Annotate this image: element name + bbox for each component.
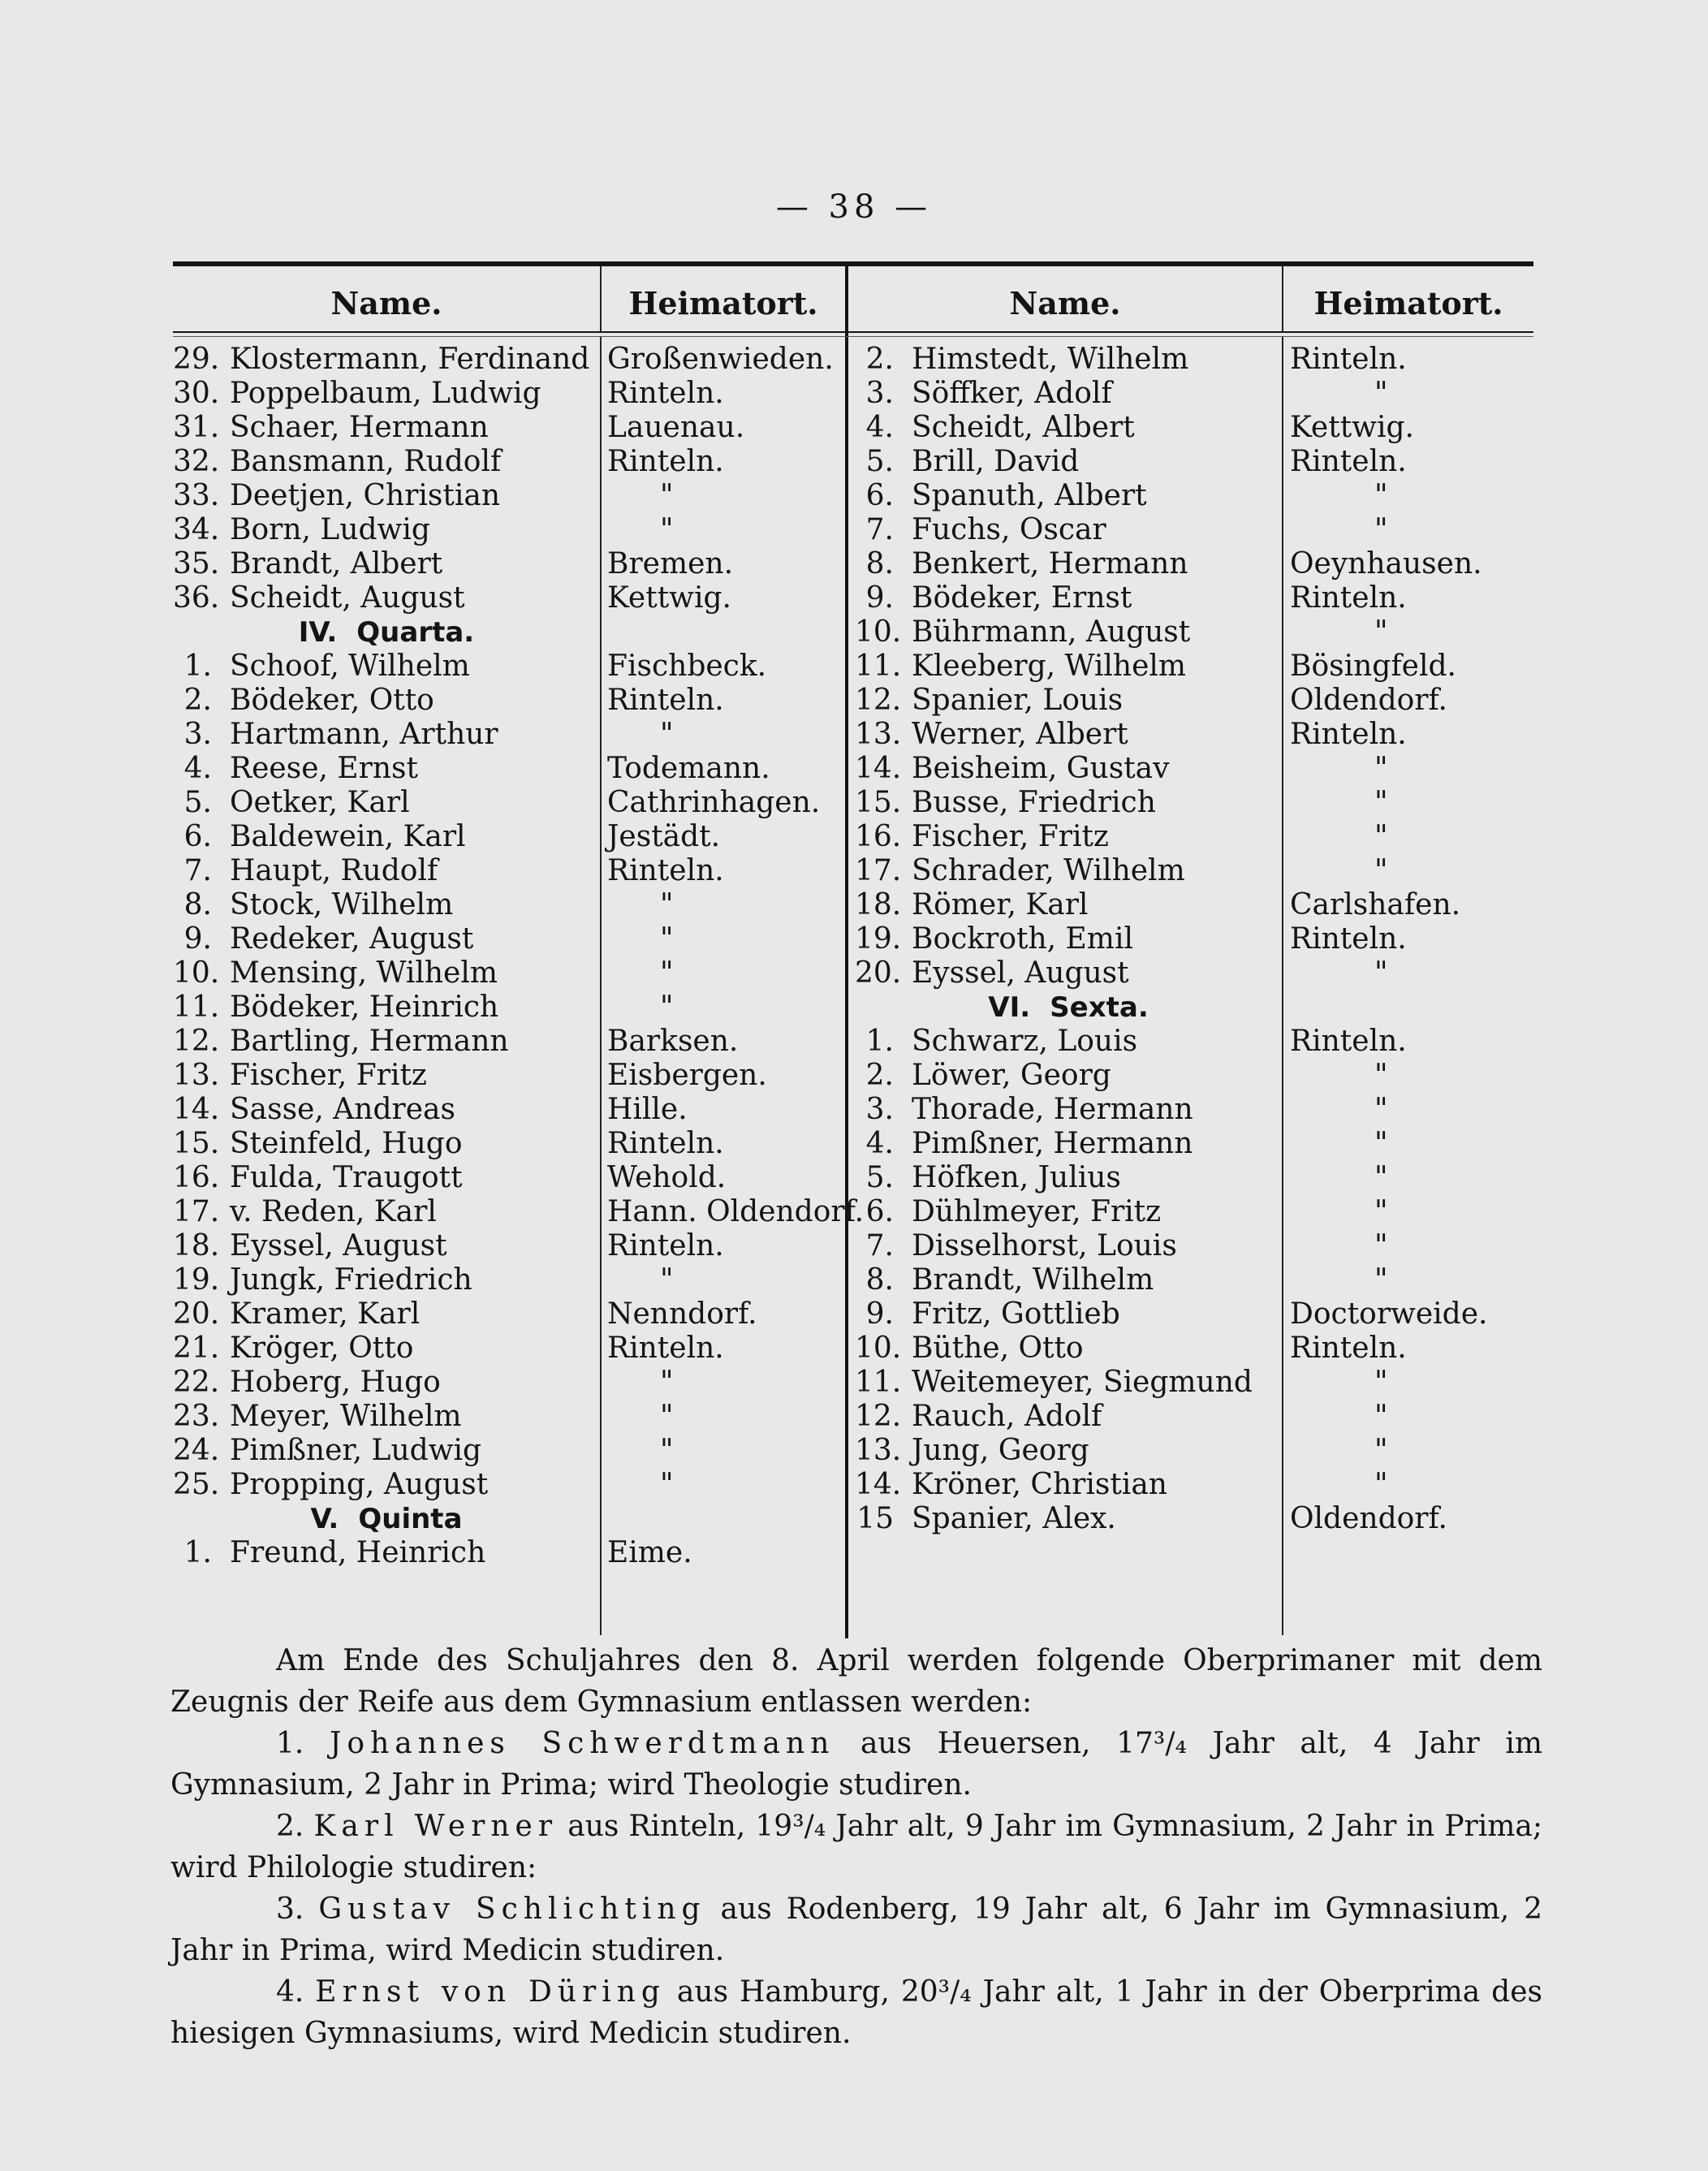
- table-row: 13. Fischer, Fritz Eisbergen.: [173, 1059, 767, 1092]
- table-row: 17. v. Reden, Karl Hann. Oldendorf.: [173, 1195, 865, 1228]
- section-heading-quarta: IV. Quarta.: [298, 616, 475, 649]
- table-row: 35. Brandt, Albert Bremen.: [173, 547, 734, 581]
- table-row: 2. Himstedt, Wilhelm Rinteln.: [865, 343, 1407, 376]
- table-row: 22. Hoberg, Hugo ": [173, 1366, 674, 1399]
- table-row: 5. Oetker, Karl Cathrinhagen.: [183, 786, 821, 819]
- left-quinta-rows-top: [173, 343, 843, 615]
- right-column: [855, 343, 1533, 1536]
- student-table: [173, 261, 1533, 1642]
- table-row: 17. Schrader, Wilhelm ": [855, 854, 1388, 887]
- table-row: 5. Höfken, Julius ": [865, 1161, 1388, 1194]
- table-row: 20. Eyssel, August ": [855, 956, 1388, 990]
- table-row: 31. Schaer, Hermann Lauenau.: [173, 411, 745, 444]
- table-row: 19. Jungk, Friedrich ": [173, 1263, 674, 1297]
- table-row: 5. Brill, David Rinteln.: [865, 445, 1407, 478]
- table-row: 11. Bödeker, Heinrich ": [173, 991, 674, 1024]
- table-row: 15. Steinfeld, Hugo Rinteln.: [173, 1127, 724, 1160]
- table-row: 20. Kramer, Karl Nenndorf.: [173, 1297, 757, 1331]
- table-row: 14. Kröner, Christian ": [855, 1468, 1388, 1501]
- table-row: 18. Römer, Karl Carlshafen.: [855, 888, 1461, 921]
- table-row: 16. Fulda, Traugott Wehold.: [173, 1161, 727, 1194]
- header-rule: [173, 331, 1533, 333]
- table-row: 15. Busse, Friedrich ": [855, 786, 1388, 819]
- table-row: 7. Haupt, Rudolf Rinteln.: [183, 854, 724, 887]
- right-quinta-rows: [855, 343, 1533, 991]
- table-row: 12. Bartling, Hermann Barksen.: [173, 1025, 739, 1058]
- right-sexta-rows: [855, 1025, 1533, 1536]
- table-row: 13. Jung, Georg ": [855, 1434, 1388, 1467]
- table-row: 24. Pimßner, Ludwig ": [173, 1434, 674, 1467]
- table-row: 18. Eyssel, August Rinteln.: [173, 1229, 724, 1262]
- table-row: 1. Freund, Heinrich Eime.: [183, 1536, 692, 1569]
- table-row: 14. Sasse, Andreas Hille.: [173, 1093, 688, 1126]
- table-row: 32. Bansmann, Rudolf Rinteln.: [173, 445, 724, 478]
- table-row: 23. Meyer, Wilhelm ": [173, 1400, 674, 1433]
- graduate-entry: 2. Karl Werner aus Rinteln, 19³/₄ Jahr alt, 9 Jahr im Gymnasium, 2 Jahr in Prima; wird Philologie studiren:: [170, 1810, 1543, 1884]
- table-row: 9. Fritz, Gottlieb Doctorweide.: [865, 1297, 1488, 1331]
- table-row: 6. Baldewein, Karl Jestädt.: [183, 820, 721, 853]
- table-row: 33. Deetjen, Christian ": [173, 479, 674, 512]
- table-row: 12. Rauch, Adolf ": [855, 1400, 1388, 1433]
- left-quarta-rows: [173, 650, 865, 1502]
- table-row: 12. Spanier, Louis Oldendorf.: [855, 684, 1447, 717]
- table-row: 9. Bödeker, Ernst Rinteln.: [865, 581, 1407, 615]
- header-right-name: Name.: [1009, 285, 1121, 322]
- left-quinta-rows: [173, 1536, 843, 1570]
- center-divider: [845, 266, 848, 1638]
- table-row: 3. Hartmann, Arthur ": [183, 718, 674, 751]
- table-row: 14. Beisheim, Gustav ": [855, 752, 1388, 785]
- table-row: 3. Söffker, Adolf ": [865, 377, 1388, 410]
- graduate-entry: 3. Gustav Schlichting aus Rodenberg, 19 Jahr alt, 6 Jahr im Gymnasium, 2 Jahr in Prima, wird Medicin studiren.: [170, 1893, 1543, 1967]
- left-column: [173, 343, 865, 1570]
- table-row: 6. Dühlmeyer, Fritz ": [865, 1195, 1388, 1228]
- table-row: 9. Redeker, August ": [183, 922, 674, 956]
- table-row: 6. Spanuth, Albert ": [865, 479, 1388, 512]
- table-row: 4. Reese, Ernst Todemann.: [183, 752, 770, 785]
- table-row: 15 Spanier, Alex. Oldendorf.: [856, 1502, 1447, 1535]
- table-row: 36. Scheidt, August Kettwig.: [173, 581, 731, 615]
- table-row: 8. Benkert, Hermann Oeynhausen.: [865, 547, 1482, 581]
- table-row: 21. Kröger, Otto Rinteln.: [173, 1332, 724, 1365]
- table-row: 7. Fuchs, Oscar ": [865, 513, 1388, 546]
- graduate-entry: 4. Ernst von Düring aus Hamburg, 20³/₄ Jahr alt, 1 Jahr in der Oberprima des hiesigen Gymnasiums, wird Medicin studiren.: [170, 1975, 1542, 2050]
- table-row: 7. Disselhorst, Louis ": [865, 1229, 1388, 1262]
- closing-intro: Am Ende des Schuljahres den 8. April werden folgende Oberprimaner mit dem Zeugnis der Reife aus dem Gymnasium entlassen werden:: [170, 1644, 1542, 1719]
- table-row: 16. Fischer, Fritz ": [855, 820, 1388, 853]
- table-row: 34. Born, Ludwig ": [173, 513, 674, 546]
- table-top-rule: [173, 261, 1533, 266]
- table-row: 30. Poppelbaum, Ludwig Rinteln.: [173, 377, 724, 410]
- header-left-name: Name.: [330, 285, 442, 322]
- table-row: 13. Werner, Albert Rinteln.: [855, 718, 1407, 751]
- table-row: 10. Bührmann, August ": [855, 615, 1388, 649]
- table-row: 2. Bödeker, Otto Rinteln.: [183, 684, 724, 717]
- table-row: 1. Schwarz, Louis Rinteln.: [865, 1025, 1407, 1058]
- table-row: 10. Büthe, Otto Rinteln.: [855, 1332, 1407, 1365]
- table-row: 4. Pimßner, Hermann ": [865, 1127, 1388, 1160]
- section-heading-quinta: V. Quinta: [310, 1503, 463, 1535]
- graduate-entry: 1. Johannes Schwerdtmann aus Heuersen, 17³/₄ Jahr alt, 4 Jahr im Gymnasium, 2 Jahr in Prima; wird Theologie studiren.: [170, 1727, 1542, 1802]
- table-row: 25. Propping, August ": [173, 1468, 674, 1501]
- table-row: 3. Thorade, Hermann ": [865, 1093, 1388, 1126]
- section-heading-sexta: VI. Sexta.: [988, 991, 1149, 1024]
- table-row: 1. Schoof, Wilhelm Fischbeck.: [183, 650, 767, 683]
- closing-text: [170, 1640, 1542, 2054]
- table-row: 8. Stock, Wilhelm ": [183, 888, 674, 921]
- table-row: 11. Weitemeyer, Siegmund ": [855, 1366, 1388, 1399]
- table-row: 4. Scheidt, Albert Kettwig.: [865, 411, 1414, 444]
- table-row: 10. Mensing, Wilhelm ": [173, 956, 674, 990]
- header-right-town: Heimatort.: [1313, 285, 1503, 322]
- header-left-town: Heimatort.: [628, 285, 818, 322]
- table-row: 2. Löwer, Georg ": [865, 1059, 1388, 1092]
- table-row: 29. Klostermann, Ferdinand Großenwieden.: [173, 343, 834, 376]
- table-row: 8. Brandt, Wilhelm ": [865, 1263, 1388, 1297]
- header-rule-thin: [173, 336, 1533, 337]
- page-number: — 38 —: [775, 188, 933, 226]
- table-row: 11. Kleeberg, Wilhelm Bösingfeld.: [855, 650, 1456, 683]
- table-row: 19. Bockroth, Emil Rinteln.: [855, 922, 1407, 956]
